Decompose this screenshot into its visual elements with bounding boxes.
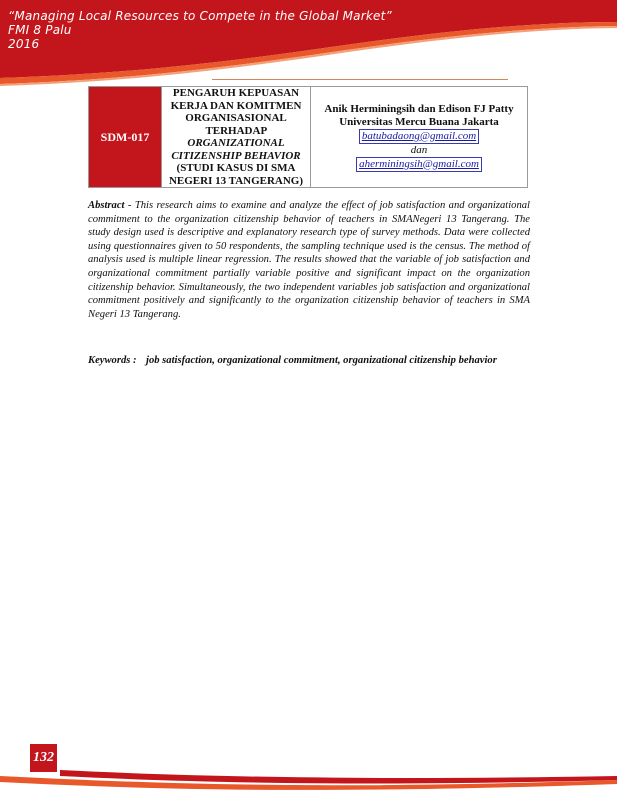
abstract-label: Abstract <box>88 200 125 211</box>
author-affiliation: Universitas Mercu Buana Jakarta <box>339 115 499 128</box>
keywords-text: job satisfaction, organizational commitment, organizational citizenship behavior <box>146 355 497 366</box>
email-link-2[interactable]: aherminingsih@gmail.com <box>356 157 482 172</box>
paper-title-italic: ORGANIZATIONAL CITIZENSHIP BEHAVIOR <box>171 137 301 162</box>
keywords <box>88 354 530 368</box>
conference-name: FMI 8 Palu <box>8 23 72 37</box>
paper-info-table <box>88 86 528 188</box>
paper-title <box>162 87 311 188</box>
author-block <box>311 87 528 188</box>
author-names: Anik Herminingsih dan Edison FJ Patty <box>324 102 514 115</box>
keywords-label: Keywords : <box>88 355 137 366</box>
page-number: 132 <box>30 744 57 772</box>
abstract <box>88 199 530 321</box>
header-text <box>8 9 392 51</box>
paper-title-main: PENGARUH KEPUASAN KERJA DAN KOMITMEN ORGANISASIONAL TERHADAP <box>170 87 302 137</box>
abstract-text: - This research aims to examine and analyze the effect of job satisfaction and organizational commitment to the organization citizenship behavior of teachers in SMANegeri 13 Tangerang. The study design used is descriptive and explanatory research type of survey methods. Data were collected using questionnaires given to 50 respondents, the sampling technique used is the census. The method of analysis used is multiple linear regression. The results showed that the variable of job satisfaction and organizational commitment partially variable positive and significant impact on the organization citizenship behavior. Simultaneously, the two independent variables job satisfaction and organizational commitment positively and significantly to the organization citizenship behavior of teachers in SMA Negeri 13 Tangerang. <box>88 200 530 320</box>
email-link-1[interactable]: batubadaong@gmail.com <box>359 129 479 144</box>
email-separator: dan <box>410 143 428 156</box>
conference-theme: “Managing Local Resources to Compete in the Global Market” <box>8 9 392 23</box>
header-rule <box>212 79 508 80</box>
paper-code: SDM-017 <box>89 87 162 188</box>
paper-title-case: (STUDI KASUS DI SMA NEGERI 13 TANGERANG) <box>168 162 304 187</box>
conference-year: 2016 <box>8 37 40 51</box>
footer-swoosh <box>0 740 617 800</box>
